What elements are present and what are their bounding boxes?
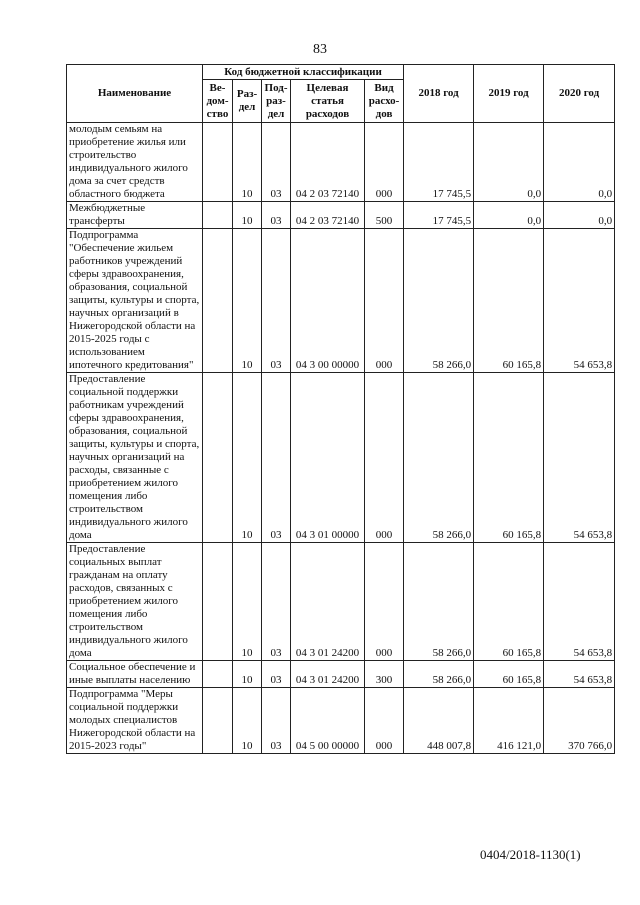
row-value-2020: 0,0 — [544, 202, 615, 229]
row-name: Межбюджетные трансферты — [67, 202, 203, 229]
row-name: Подпрограмма "Обеспечение жильем работников учреждений сферы здравоохранения, образования, социальной защиты, культуры и спорта, научных организаций в Нижегородской области на 2015-2025 годы с использованием ипотечного кредитования" — [67, 229, 203, 373]
row-value-2020: 54 653,8 — [544, 373, 615, 543]
row-value-2019: 60 165,8 — [474, 661, 544, 688]
table-row — [67, 202, 615, 229]
row-vedomstvo — [203, 229, 233, 373]
row-razdel: 10 — [233, 688, 262, 754]
row-razdel: 10 — [233, 202, 262, 229]
row-value-2018: 58 266,0 — [404, 661, 474, 688]
header-year-2019: 2019 год — [474, 65, 544, 123]
row-value-2018: 58 266,0 — [404, 543, 474, 661]
row-target-article: 04 3 01 24200 — [291, 543, 365, 661]
row-podrazdel: 03 — [262, 543, 291, 661]
row-expense-type: 500 — [365, 202, 404, 229]
row-value-2018: 58 266,0 — [404, 373, 474, 543]
row-podrazdel: 03 — [262, 688, 291, 754]
header-name: Наименование — [67, 65, 203, 123]
row-value-2020: 370 766,0 — [544, 688, 615, 754]
row-value-2019: 416 121,0 — [474, 688, 544, 754]
document-code: 0404/2018-1130(1) — [480, 847, 581, 862]
row-target-article: 04 5 00 00000 — [291, 688, 365, 754]
row-value-2019: 60 165,8 — [474, 373, 544, 543]
row-vedomstvo — [203, 123, 233, 202]
row-name: Предоставление социальной поддержки работникам учреждений сферы здравоохранения, образования, социальной защиты, культуры и спорта, научных организаций на расходы, связанные с приобретением жилого помещения либо строительством индивидуального жилого дома — [67, 373, 203, 543]
row-vedomstvo — [203, 373, 233, 543]
row-expense-type: 300 — [365, 661, 404, 688]
row-target-article: 04 3 00 00000 — [291, 229, 365, 373]
row-target-article: 04 2 03 72140 — [291, 123, 365, 202]
row-target-article: 04 3 01 00000 — [291, 373, 365, 543]
row-podrazdel: 03 — [262, 661, 291, 688]
row-target-article: 04 2 03 72140 — [291, 202, 365, 229]
row-value-2018: 17 745,5 — [404, 123, 474, 202]
row-razdel: 10 — [233, 661, 262, 688]
header-classification-group: Код бюджетной классификации — [203, 65, 404, 80]
row-expense-type: 000 — [365, 229, 404, 373]
table-row — [67, 543, 615, 661]
row-vedomstvo — [203, 661, 233, 688]
row-value-2020: 54 653,8 — [544, 661, 615, 688]
row-value-2018: 448 007,8 — [404, 688, 474, 754]
header-vedomstvo: Ве- дом- ство — [203, 80, 233, 123]
row-value-2019: 60 165,8 — [474, 543, 544, 661]
row-razdel: 10 — [233, 373, 262, 543]
row-value-2020: 0,0 — [544, 123, 615, 202]
row-razdel: 10 — [233, 123, 262, 202]
row-value-2019: 60 165,8 — [474, 229, 544, 373]
row-podrazdel: 03 — [262, 229, 291, 373]
row-razdel: 10 — [233, 543, 262, 661]
row-value-2020: 54 653,8 — [544, 543, 615, 661]
row-expense-type: 000 — [365, 123, 404, 202]
row-podrazdel: 03 — [262, 202, 291, 229]
header-year-2020: 2020 год — [544, 65, 615, 123]
header-target-article: Целевая статья расходов — [291, 80, 365, 123]
row-name: Подпрограмма "Меры социальной поддержки молодых специалистов Нижегородской области на 2015-2023 годы" — [67, 688, 203, 754]
row-podrazdel: 03 — [262, 123, 291, 202]
row-vedomstvo — [203, 202, 233, 229]
row-expense-type: 000 — [365, 688, 404, 754]
row-razdel: 10 — [233, 229, 262, 373]
table-row — [67, 661, 615, 688]
table-row — [67, 688, 615, 754]
row-name: Предоставление социальных выплат гражданам на оплату расходов, связанных с приобретением жилого помещения либо строительством индивидуального жилого дома — [67, 543, 203, 661]
page-number: 83 — [313, 42, 327, 57]
row-expense-type: 000 — [365, 543, 404, 661]
row-value-2018: 58 266,0 — [404, 229, 474, 373]
row-value-2020: 54 653,8 — [544, 229, 615, 373]
table-row — [67, 123, 615, 202]
budget-table — [66, 64, 615, 754]
table-row — [67, 229, 615, 373]
row-vedomstvo — [203, 543, 233, 661]
row-vedomstvo — [203, 688, 233, 754]
row-value-2019: 0,0 — [474, 123, 544, 202]
row-value-2018: 17 745,5 — [404, 202, 474, 229]
row-value-2019: 0,0 — [474, 202, 544, 229]
header-podrazdel: Под- раз- дел — [262, 80, 291, 123]
table-row — [67, 373, 615, 543]
row-name: Социальное обеспечение и иные выплаты населению — [67, 661, 203, 688]
header-expense-type: Вид расхо- дов — [365, 80, 404, 123]
header-year-2018: 2018 год — [404, 65, 474, 123]
row-podrazdel: 03 — [262, 373, 291, 543]
row-target-article: 04 3 01 24200 — [291, 661, 365, 688]
row-name: молодым семьям на приобретение жилья или строительство индивидуального жилого дома за счет средств областного бюджета — [67, 123, 203, 202]
header-razdel: Раз- дел — [233, 80, 262, 123]
row-expense-type: 000 — [365, 373, 404, 543]
